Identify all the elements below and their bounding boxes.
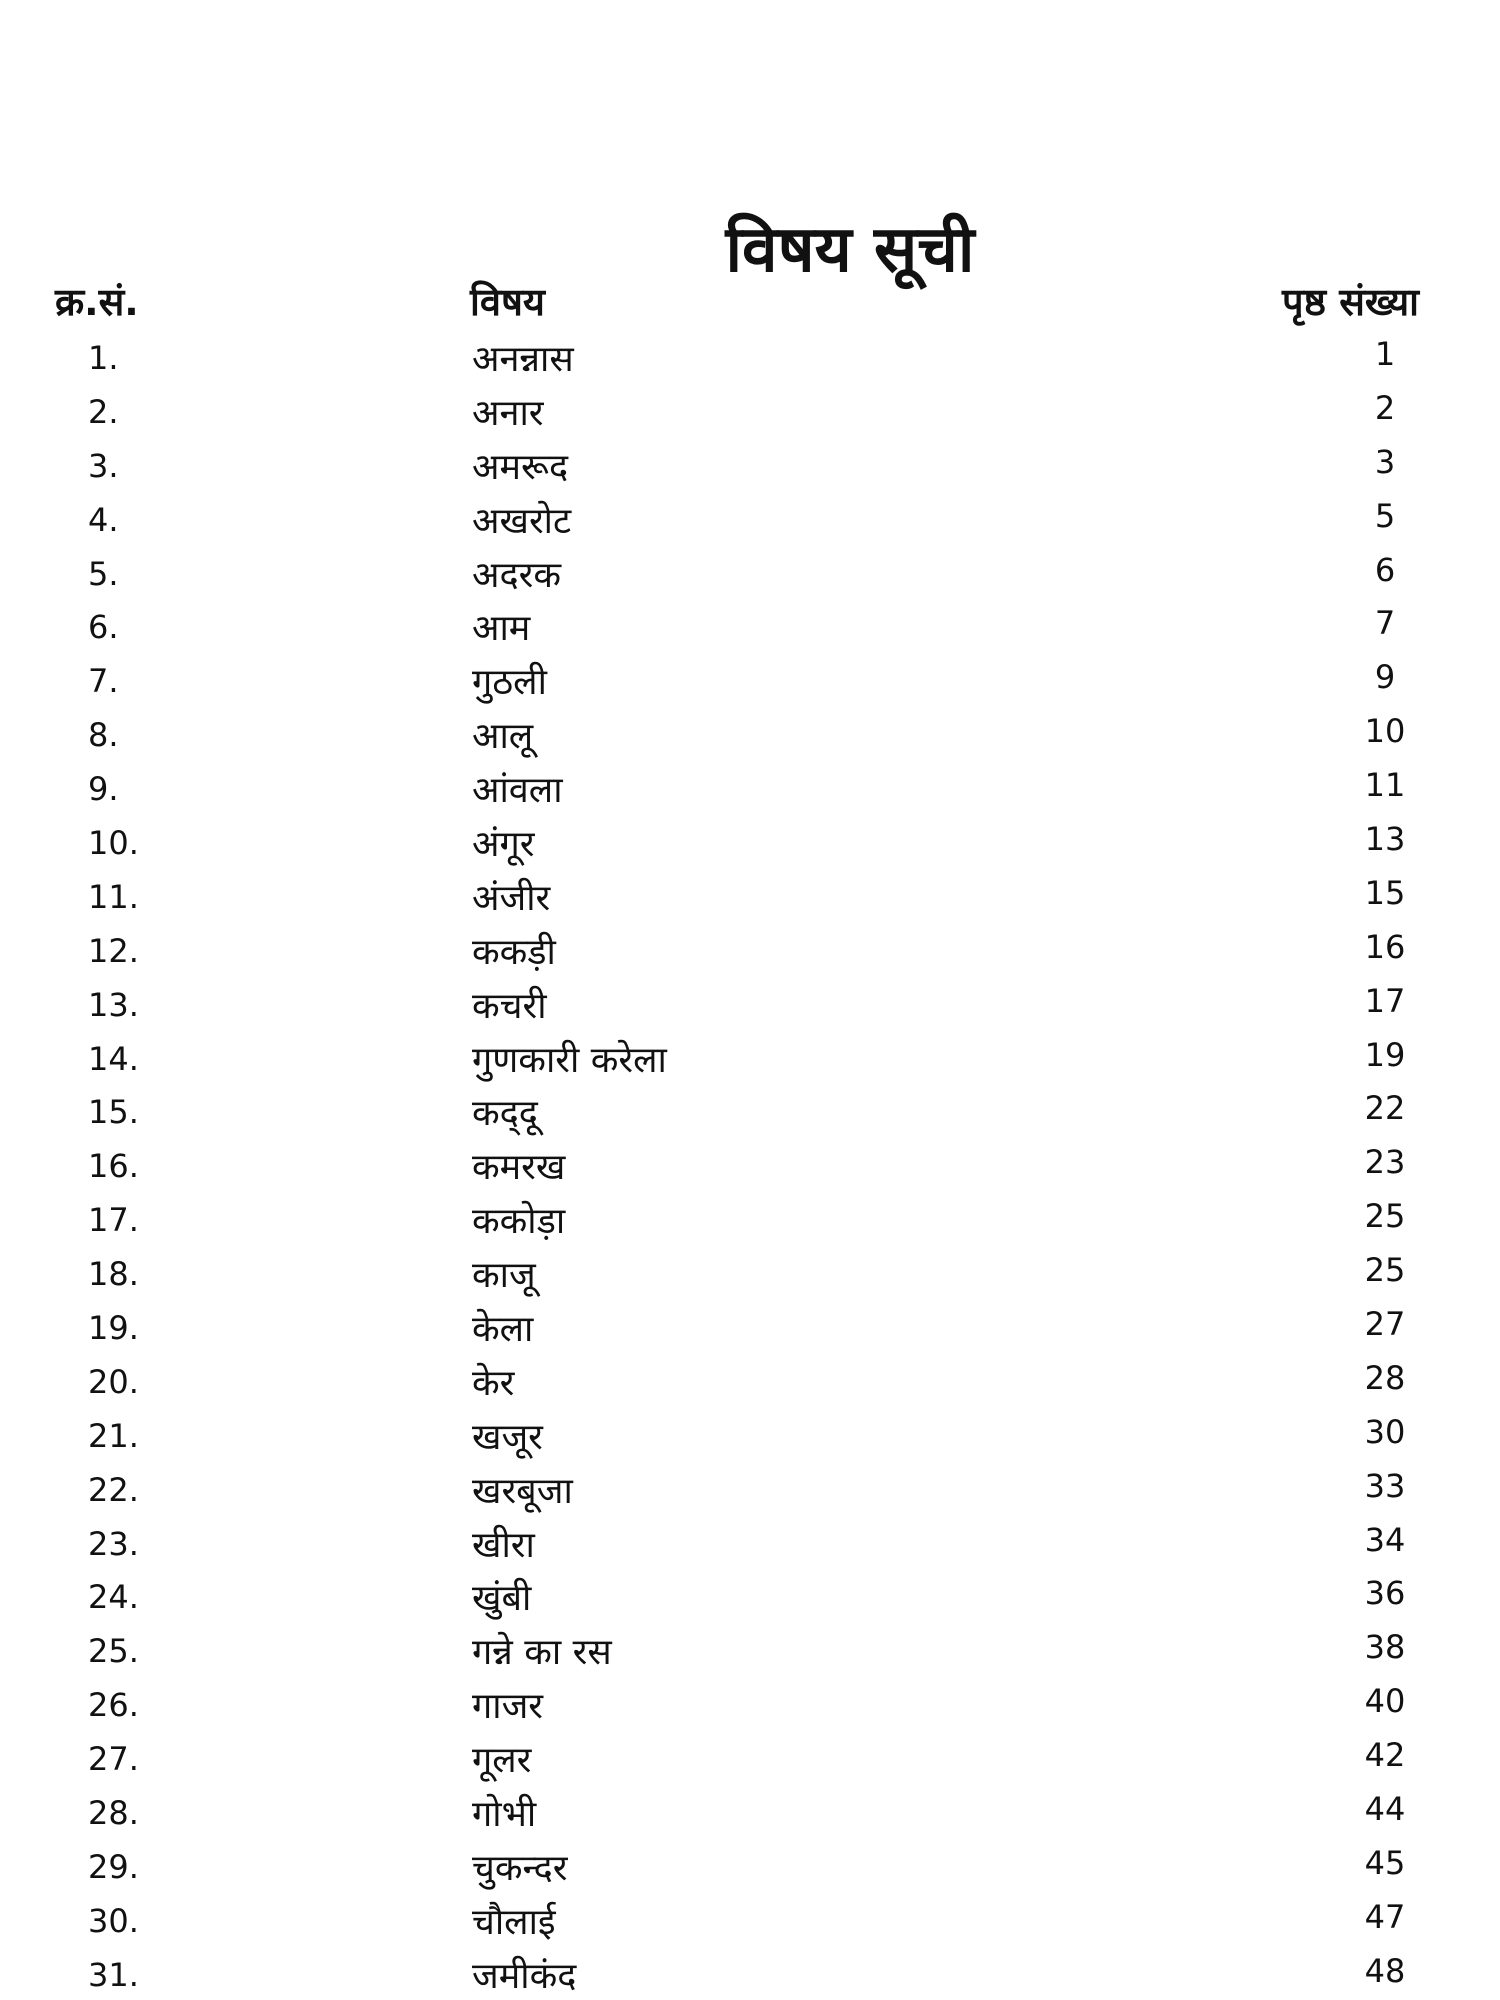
row-subject: गूलर: [472, 1740, 532, 1782]
table-row: [0, 758, 1500, 812]
row-page-number: 13: [1364, 820, 1406, 859]
row-page-number: 6: [1374, 550, 1396, 589]
row-page-number: 48: [1364, 1951, 1406, 1990]
row-page-number: 40: [1364, 1682, 1406, 1721]
table-row: [0, 920, 1500, 974]
row-serial-number: 16.: [88, 1147, 139, 1186]
table-row: [0, 1836, 1500, 1890]
row-serial-number: 19.: [88, 1309, 139, 1348]
row-page-number: 2: [1374, 388, 1396, 427]
row-page-number: 5: [1374, 496, 1396, 535]
row-subject: गुणकारी करेला: [472, 1039, 667, 1081]
row-subject: अखरोट: [472, 500, 572, 542]
row-serial-number: 18.: [88, 1255, 139, 1294]
row-serial-number: 22.: [88, 1470, 139, 1509]
row-serial-number: 27.: [88, 1740, 139, 1779]
table-row: [0, 650, 1500, 704]
row-serial-number: 4.: [88, 500, 119, 539]
table-row: [0, 543, 1500, 597]
header-serial-number: क्र.सं.: [55, 280, 139, 324]
row-subject: कचरी: [472, 985, 547, 1027]
header-subject: विषय: [470, 280, 545, 324]
row-subject: ककड़ी: [472, 931, 556, 973]
row-serial-number: 26.: [88, 1686, 139, 1725]
table-row: [0, 1674, 1500, 1728]
row-subject: चौलाई: [472, 1901, 556, 1943]
row-page-number: 42: [1364, 1736, 1406, 1775]
table-row: [0, 1620, 1500, 1674]
table-row: [0, 1513, 1500, 1567]
row-page-number: 1: [1374, 335, 1396, 373]
table-row: [0, 1297, 1500, 1351]
row-subject: खुंबी: [472, 1578, 532, 1620]
table-row: [0, 381, 1500, 435]
row-page-number: 11: [1364, 766, 1406, 805]
row-subject: काजू: [472, 1255, 536, 1297]
table-row: [0, 1459, 1500, 1513]
row-page-number: 44: [1364, 1790, 1406, 1829]
row-page-number: 38: [1364, 1628, 1406, 1667]
row-serial-number: 30.: [88, 1901, 139, 1940]
header-page-number: पृष्ठ संख्या: [1282, 280, 1419, 324]
row-page-number: 36: [1364, 1574, 1406, 1613]
row-subject: अदरक: [472, 554, 561, 596]
table-of-contents: [0, 327, 1500, 1998]
table-row: [0, 1890, 1500, 1944]
row-serial-number: 31.: [88, 1955, 139, 1994]
row-page-number: 30: [1364, 1412, 1406, 1451]
row-subject: खरबूजा: [472, 1470, 573, 1512]
row-page-number: 17: [1364, 981, 1406, 1020]
row-serial-number: 8.: [88, 716, 119, 755]
row-serial-number: 7.: [88, 662, 119, 701]
row-serial-number: 25.: [88, 1632, 139, 1671]
row-serial-number: 23.: [88, 1524, 139, 1563]
row-page-number: 10: [1364, 712, 1406, 751]
row-subject: अंगूर: [472, 824, 535, 866]
table-row: [0, 1728, 1500, 1782]
row-subject: आलू: [472, 716, 534, 758]
row-page-number: 22: [1364, 1089, 1406, 1128]
row-page-number: 16: [1364, 927, 1406, 966]
row-page-number: 25: [1364, 1251, 1406, 1290]
row-serial-number: 14.: [88, 1039, 139, 1078]
row-serial-number: 21.: [88, 1416, 139, 1455]
table-row: [0, 974, 1500, 1028]
row-subject: खीरा: [472, 1524, 535, 1566]
row-serial-number: 10.: [88, 824, 139, 863]
row-subject: गुठली: [472, 662, 547, 704]
row-serial-number: 2.: [88, 392, 119, 431]
row-subject: गन्ने का रस: [472, 1632, 612, 1674]
row-serial-number: 12.: [88, 931, 139, 970]
row-subject: अंजीर: [472, 877, 551, 919]
row-page-number: 45: [1364, 1843, 1406, 1882]
table-row: [0, 866, 1500, 920]
table-row: [0, 1243, 1500, 1297]
row-serial-number: 1.: [88, 339, 119, 377]
row-page-number: 7: [1374, 604, 1396, 643]
row-page-number: 47: [1364, 1897, 1406, 1936]
row-serial-number: 29.: [88, 1847, 139, 1886]
row-page-number: 33: [1364, 1466, 1406, 1505]
row-serial-number: 13.: [88, 985, 139, 1024]
table-row: [0, 1351, 1500, 1405]
row-subject: केला: [472, 1309, 534, 1351]
row-subject: अमरूद: [472, 446, 569, 488]
row-page-number: 9: [1374, 658, 1396, 697]
table-row: [0, 1405, 1500, 1459]
table-row: [0, 596, 1500, 650]
row-page-number: 25: [1364, 1197, 1406, 1236]
table-row: [0, 1782, 1500, 1836]
table-row: [0, 1189, 1500, 1243]
row-serial-number: 6.: [88, 608, 119, 647]
table-row: [0, 1028, 1500, 1082]
row-subject: चुकन्दर: [472, 1847, 568, 1889]
row-page-number: 28: [1364, 1358, 1406, 1397]
row-page-number: 27: [1364, 1305, 1406, 1344]
row-subject: अनार: [472, 392, 544, 434]
table-row: [0, 1944, 1500, 1998]
row-page-number: 19: [1364, 1035, 1406, 1074]
table-row: [0, 1081, 1500, 1135]
table-row: [0, 1566, 1500, 1620]
row-page-number: 34: [1364, 1520, 1406, 1559]
table-row: [0, 704, 1500, 758]
row-page-number: 23: [1364, 1143, 1406, 1182]
row-serial-number: 28.: [88, 1794, 139, 1833]
row-subject: खजूर: [472, 1416, 543, 1458]
row-subject: ककोड़ा: [472, 1201, 566, 1243]
row-subject: अनन्नास: [472, 339, 574, 380]
table-row: [0, 1135, 1500, 1189]
row-subject: गाजर: [472, 1686, 544, 1728]
row-page-number: 15: [1364, 873, 1406, 912]
row-serial-number: 17.: [88, 1201, 139, 1240]
table-row: [0, 812, 1500, 866]
row-subject: आम: [472, 608, 531, 650]
table-row: [0, 435, 1500, 489]
row-subject: जमीकंद: [472, 1955, 577, 1997]
row-serial-number: 24.: [88, 1578, 139, 1617]
row-serial-number: 15.: [88, 1093, 139, 1132]
row-subject: केर: [472, 1362, 515, 1404]
row-subject: कद्‌दू: [472, 1093, 538, 1135]
row-subject: कमरख: [472, 1147, 566, 1189]
page-title: विषय सूची: [725, 212, 975, 287]
row-serial-number: 11.: [88, 877, 139, 916]
row-page-number: 3: [1374, 442, 1396, 481]
column-headers: [0, 275, 1500, 335]
row-serial-number: 3.: [88, 446, 119, 485]
row-serial-number: 9.: [88, 770, 119, 809]
row-serial-number: 20.: [88, 1362, 139, 1401]
row-serial-number: 5.: [88, 554, 119, 593]
table-row: [0, 327, 1500, 381]
row-subject: गोभी: [472, 1794, 537, 1836]
row-subject: आंवला: [472, 770, 563, 812]
table-row: [0, 489, 1500, 543]
